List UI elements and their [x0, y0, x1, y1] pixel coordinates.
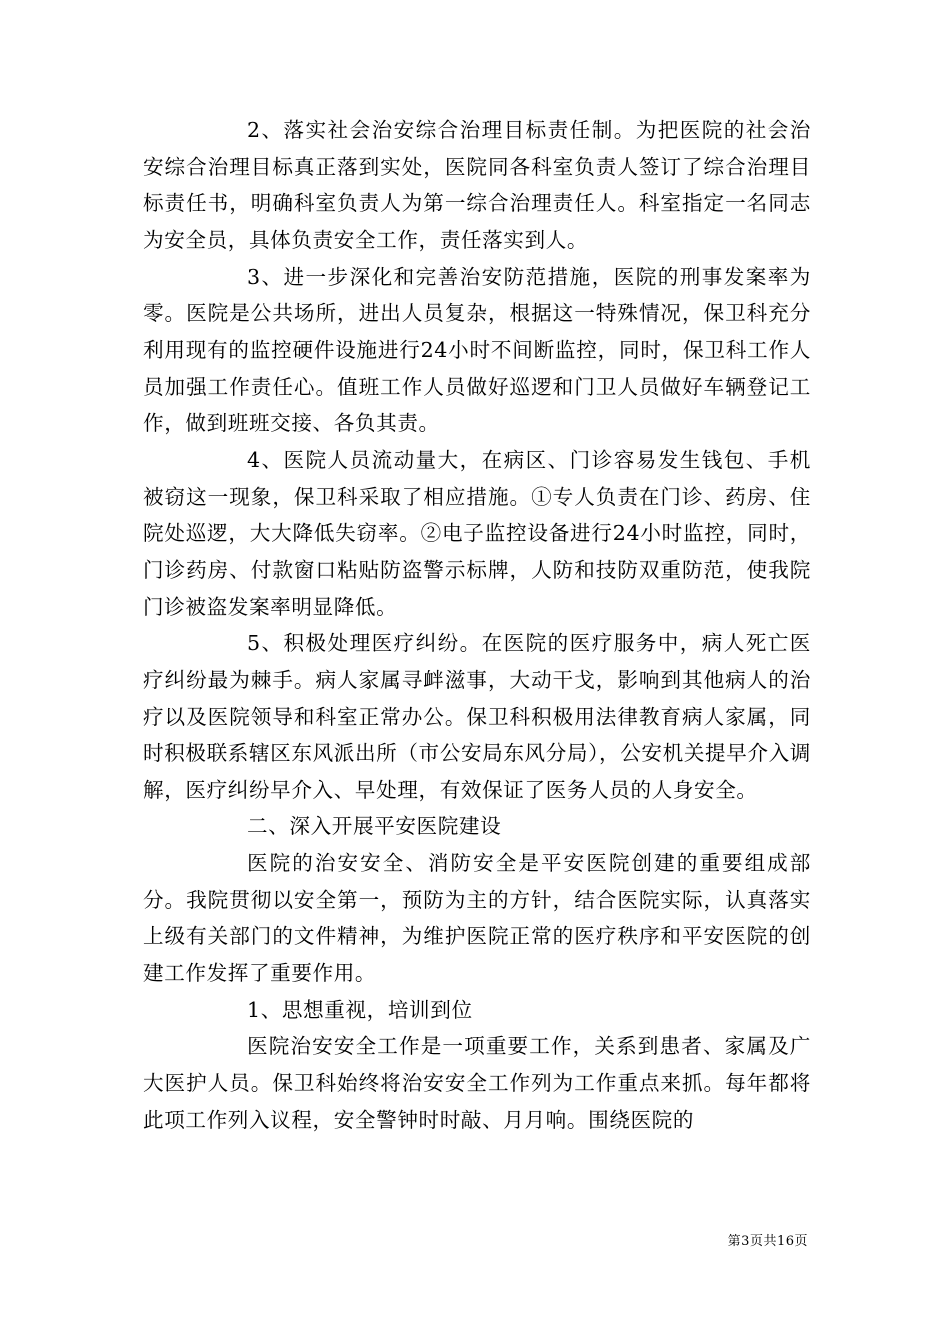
paragraph-safe-hospital-intro: 医院的治安安全、消防安全是平安医院创建的重要组成部分。我院贯彻以安全第一，预防为主的方针，结合医院实际，认真落实上级有关部门的文件精神，为维护医院正常的医疗秩序和平安医院的创建工作发挥了重要作用。 — [143, 851, 811, 986]
paragraph-item-2: 2、落实社会治安综合治理目标责任制。为把医院的社会治安综合治理目标真正落到实处，医院同各科室负责人签订了综合治理目标责任书，明确科室负责人为第一综合治理责任人。科室指定一名同志为安全员，具体负责安全工作，责任落实到人。 — [143, 118, 811, 252]
paragraph-item-4: 4、医院人员流动量大，在病区、门诊容易发生钱包、手机被窃这一现象，保卫科采取了相应措施。①专人负责在门诊、药房、住院处巡逻，大大降低失窃率。②电子监控设备进行24小时监控，同时，门诊药房、付款窗口粘贴防盗警示标牌，人防和技防双重防范，使我院门诊被盗发案率明显降低。 — [143, 447, 811, 619]
section-heading-safe-hospital: 二、深入开展平安医院建设 — [247, 814, 502, 839]
paragraph-item-5: 5、积极处理医疗纠纷。在医院的医疗服务中，病人死亡医疗纠纷最为棘手。病人家属寻衅滋事，大动干戈，影响到其他病人的治疗以及医院领导和科室正常办公。保卫科积极用法律教育病人家属，同时积极联系辖区东风派出所（市公安局东风分局），公安机关提早介入调解，医疗纠纷早介入、早处理，有效保证了医务人员的人身安全。 — [143, 631, 811, 802]
page-number-footer: 第3页共16页 — [727, 1234, 808, 1249]
subsection-heading-training: 1、思想重视，培训到位 — [247, 997, 473, 1022]
paragraph-training: 医院治安安全工作是一项重要工作，关系到患者、家属及广大医护人员。保卫科始终将治安安全工作列为工作重点来抓。每年都将此项工作列入议程，安全警钟时时敲、月月响。围绕医院的 — [143, 1034, 811, 1132]
paragraph-item-3: 3、进一步深化和完善治安防范措施，医院的刑事发案率为零。医院是公共场所，进出人员复杂，根据这一特殊情况，保卫科充分利用现有的监控硬件设施进行24小时不间断监控，同时，保卫科工作人员加强工作责任心。值班工作人员做好巡逻和门卫人员做好车辆登记工作，做到班班交接、各负其责。 — [143, 264, 811, 436]
document-body — [143, 112, 811, 1138]
